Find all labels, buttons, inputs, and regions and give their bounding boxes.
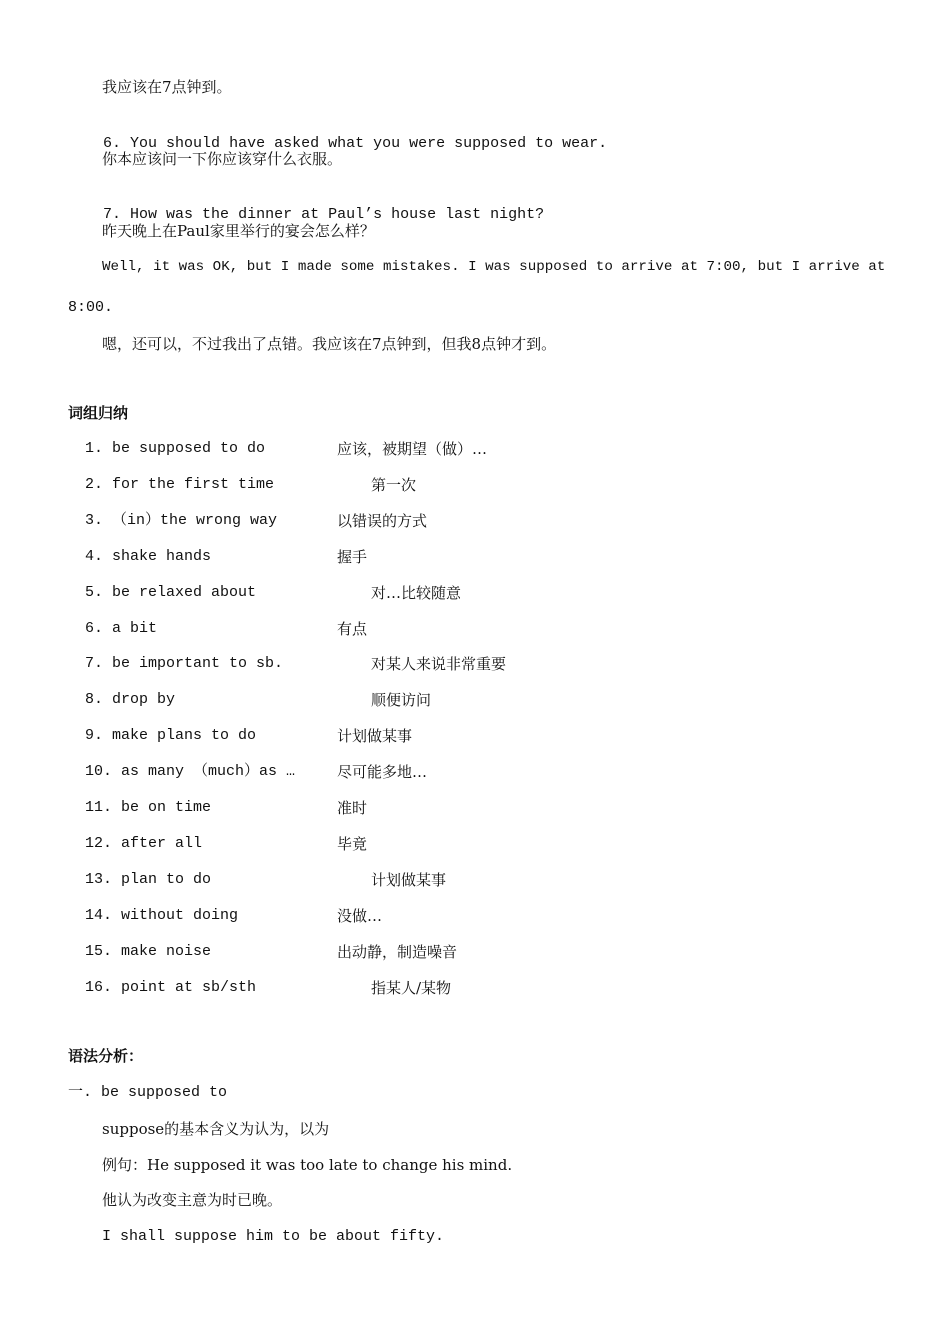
phrase-text: shake hands — [112, 548, 212, 565]
example-item-6-cn: 你本应该问一下你应该穿什么衣服。 — [102, 150, 343, 168]
grammar-definition: suppose的基本含义为认为，以为 — [102, 1120, 330, 1138]
phrase-text: be supposed to do — [112, 440, 266, 457]
phrase-en — [85, 583, 256, 603]
phrase-meaning: 出动静，制造噪音 — [337, 943, 458, 961]
phrase-text: be relaxed about — [112, 584, 257, 601]
phrase-meaning: 对…比较随意 — [371, 584, 462, 602]
phrase-number: 6. — [85, 620, 104, 637]
phrase-number: 4. — [85, 548, 104, 565]
phrase-en — [85, 547, 211, 567]
phrase-text: be on time — [121, 799, 212, 816]
phrase-meaning: 准时 — [337, 799, 368, 817]
phrase-number: 7. — [85, 655, 104, 672]
phrase-meaning: 握手 — [337, 548, 368, 566]
phrase-text: as many （much）as … — [121, 763, 296, 780]
phrase-en — [85, 511, 277, 531]
phrase-en — [85, 726, 256, 746]
grammar-example-2-en: I shall suppose him to be about fifty. — [102, 1228, 445, 1245]
phrase-meaning: 尽可能多地… — [337, 763, 428, 781]
grammar-example-cn: 他认为改变主意为时已晚。 — [102, 1191, 283, 1209]
phrase-en — [85, 978, 256, 998]
phrase-number: 15. — [85, 943, 113, 960]
phrase-text: point at sb/sth — [121, 979, 257, 996]
phrase-meaning: 计划做某事 — [371, 871, 447, 889]
phrase-number: 11. — [85, 799, 113, 816]
phrases-heading: 词组归纳 — [68, 404, 129, 422]
phrase-text: be important to sb. — [112, 655, 284, 672]
example-item-number: 6. — [103, 135, 122, 152]
phrase-meaning: 以错误的方式 — [337, 512, 428, 530]
phrase-en — [85, 942, 211, 962]
phrase-text: plan to do — [121, 871, 212, 888]
phrase-number: 16. — [85, 979, 113, 996]
phrase-en — [85, 834, 202, 854]
phrase-number: 9. — [85, 727, 104, 744]
phrase-text: after all — [121, 835, 203, 852]
phrase-en — [85, 654, 283, 674]
phrase-en — [85, 439, 265, 459]
phrase-number: 14. — [85, 907, 113, 924]
phrase-en — [85, 619, 157, 639]
example-item-7-cn: 昨天晚上在Paul家里举行的宴会怎么样？ — [102, 222, 375, 240]
phrase-en — [85, 906, 238, 926]
example-item-en: How was the dinner at Paul’s house last night? — [130, 206, 545, 223]
phrase-number: 1. — [85, 440, 104, 457]
phrase-number: 2. — [85, 476, 104, 493]
phrase-meaning: 有点 — [337, 620, 368, 638]
phrase-en — [85, 762, 295, 782]
phrase-text: （in）the wrong way — [112, 512, 278, 529]
phrase-text: drop by — [112, 691, 176, 708]
phrase-en — [85, 798, 211, 818]
phrase-en — [85, 870, 211, 890]
phrase-number: 10. — [85, 763, 113, 780]
phrase-en — [85, 690, 175, 710]
phrase-text: make noise — [121, 943, 212, 960]
phrase-meaning: 应该，被期望（做）… — [337, 440, 488, 458]
grammar-section-title: 一. be supposed to — [68, 1084, 228, 1101]
phrase-text: make plans to do — [112, 727, 257, 744]
phrase-meaning: 第一次 — [371, 476, 417, 494]
phrase-number: 12. — [85, 835, 113, 852]
example-item-number: 7. — [103, 206, 122, 223]
phrase-text: a bit — [112, 620, 158, 637]
phrase-meaning: 顺便访问 — [371, 691, 432, 709]
example-cn-line: 我应该在7点钟到。 — [102, 78, 232, 96]
phrase-number: 8. — [85, 691, 104, 708]
phrase-meaning: 对某人来说非常重要 — [371, 655, 507, 673]
phrase-meaning: 指某人/某物 — [371, 979, 452, 997]
phrase-en — [85, 475, 274, 495]
phrase-text: without doing — [121, 907, 239, 924]
phrase-meaning: 毕竟 — [337, 835, 368, 853]
example-item-6 — [85, 114, 608, 152]
phrase-meaning: 计划做某事 — [337, 727, 413, 745]
phrase-number: 13. — [85, 871, 113, 888]
grammar-heading: 语法分析： — [68, 1047, 144, 1065]
phrase-number: 3. — [85, 512, 104, 529]
example-item-7 — [85, 185, 545, 223]
example-reply-en-line-2: 8:00. — [68, 299, 114, 316]
phrase-meaning: 没做… — [337, 907, 383, 925]
phrase-number: 5. — [85, 584, 104, 601]
phrase-text: for the first time — [112, 476, 275, 493]
example-reply-en-line-1: Well, it was OK, but I made some mistakes. I was supposed to arrive at 7:00, but I arrive at — [102, 259, 886, 275]
example-reply-cn: 嗯，还可以，不过我出了点错。我应该在7点钟到，但我8点钟才到。 — [102, 335, 557, 353]
example-item-en: You should have asked what you were supposed to wear. — [130, 135, 608, 152]
grammar-example-line: 例句：He supposed it was too late to change his mind. — [102, 1156, 513, 1174]
